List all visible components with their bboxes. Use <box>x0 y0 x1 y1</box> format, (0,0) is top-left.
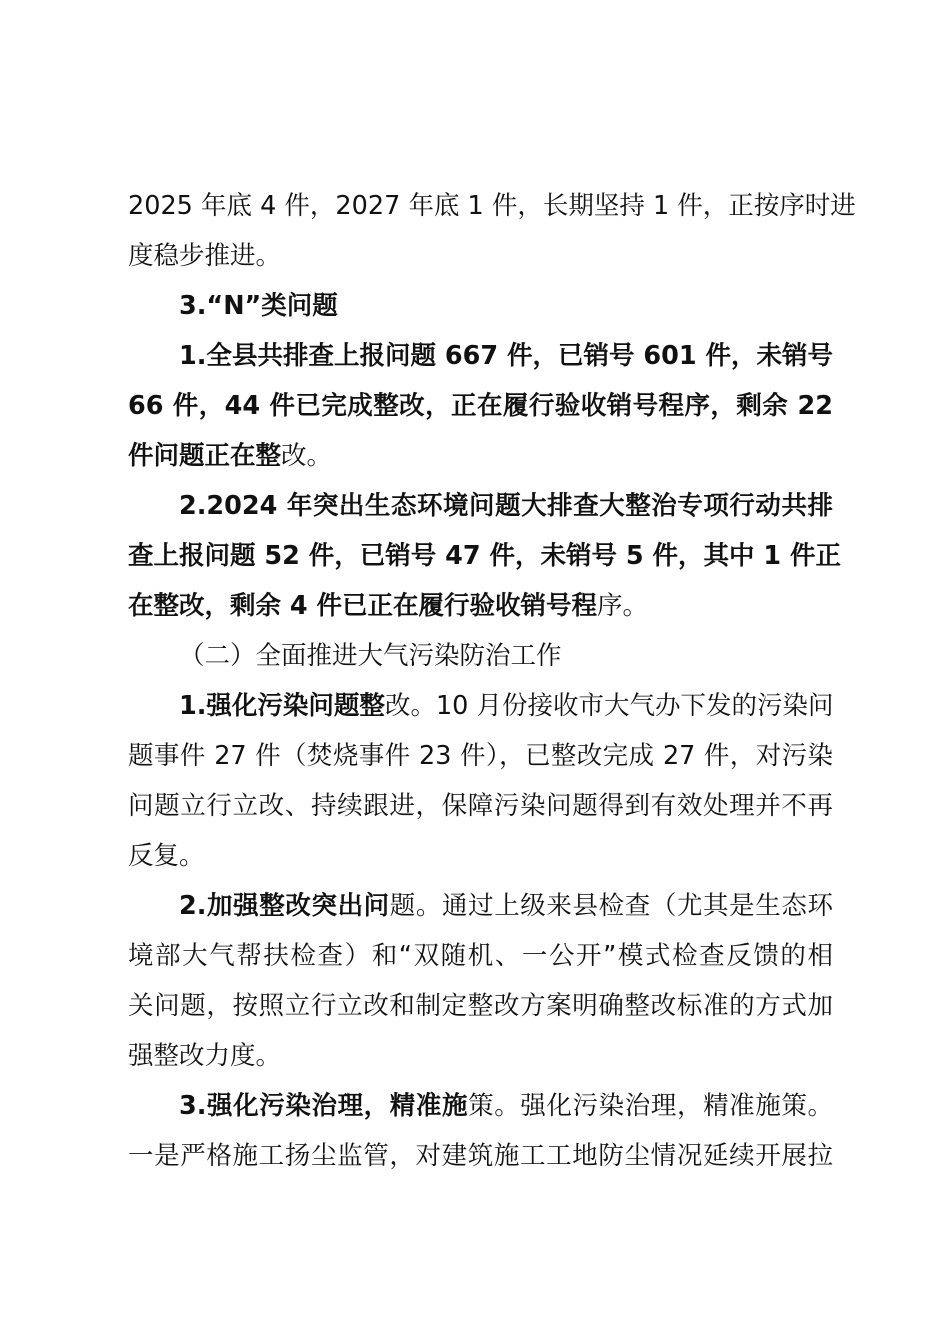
text-run: 强整改力度。 <box>128 1041 282 1071</box>
text-line <box>128 981 833 1031</box>
text-run-bold: 66 件，44 件已完成整改，正在履行验收销号程序，剩余 22 <box>128 391 833 421</box>
text-run-bold: 查上报问题 52 件，已销号 47 件，未销号 5 件，其中 1 件正 <box>128 541 841 571</box>
text-run-bold: 1.强化污染问题整 <box>179 691 385 721</box>
text-run: 改。 <box>281 441 333 471</box>
section-heading <box>128 281 833 331</box>
text-run: 题事件 27 件（焚烧事件 23 件），已整改完成 27 件，对污染 <box>128 741 833 771</box>
text-line <box>128 731 833 781</box>
text-line <box>128 231 833 281</box>
text-run-bold: 在整改，剩余 4 件已正在履行验收销号程 <box>128 591 597 621</box>
text-run: 题。通过上级来县检查（尤其是生态环 <box>389 891 833 921</box>
text-run: 2025 年底 4 件，2027 年底 1 件，长期坚持 1 件，正按序时进 <box>128 191 856 221</box>
text-line <box>128 1131 833 1181</box>
text-run-bold: 3.“N”类问题 <box>179 291 338 321</box>
text-line <box>128 581 833 631</box>
text-line <box>128 481 833 531</box>
text-run: 改。10 月份接收市大气办下发的污染问 <box>384 691 834 721</box>
text-line <box>128 931 833 981</box>
text-line <box>128 781 833 831</box>
text-line <box>128 181 856 231</box>
text-line <box>128 531 841 581</box>
text-run: 问题立行立改、持续跟进，保障污染问题得到有效处理并不再 <box>128 791 833 821</box>
text-run: （二）全面推进大气污染防治工作 <box>179 641 562 671</box>
text-line <box>128 831 833 881</box>
text-run: 境部大气帮扶检查）和“双随机、一公开”模式检查反馈的相 <box>128 941 833 971</box>
text-line <box>128 1031 833 1081</box>
text-run-bold: 2.加强整改突出问 <box>179 891 390 921</box>
text-line <box>128 331 833 381</box>
text-run: 度稳步推进。 <box>128 241 282 271</box>
text-line <box>128 431 833 481</box>
text-run-bold: 2.2024 年突出生态环境问题大排查大整治专项行动共排 <box>179 491 833 521</box>
text-run: 序。 <box>597 591 649 621</box>
text-run: 一是严格施工扬尘监管，对建筑施工工地防尘情况延续开展拉 <box>128 1141 833 1171</box>
text-line <box>128 381 833 431</box>
section-heading <box>128 631 833 681</box>
text-line <box>128 681 833 731</box>
text-line <box>128 1081 833 1131</box>
document-body <box>128 181 856 1181</box>
text-run: 策。强化污染治理，精准施策。 <box>468 1091 833 1121</box>
text-line <box>128 881 833 931</box>
text-run-bold: 3.强化污染治理，精准施 <box>179 1091 469 1121</box>
text-run-bold: 件问题正在整 <box>128 441 282 471</box>
text-run-bold: 1.全县共排查上报问题 667 件，已销号 601 件，未销号 <box>179 341 833 371</box>
text-run: 关问题，按照立行立改和制定整改方案明确整改标准的方式加 <box>128 991 833 1021</box>
text-run: 反复。 <box>128 841 205 871</box>
